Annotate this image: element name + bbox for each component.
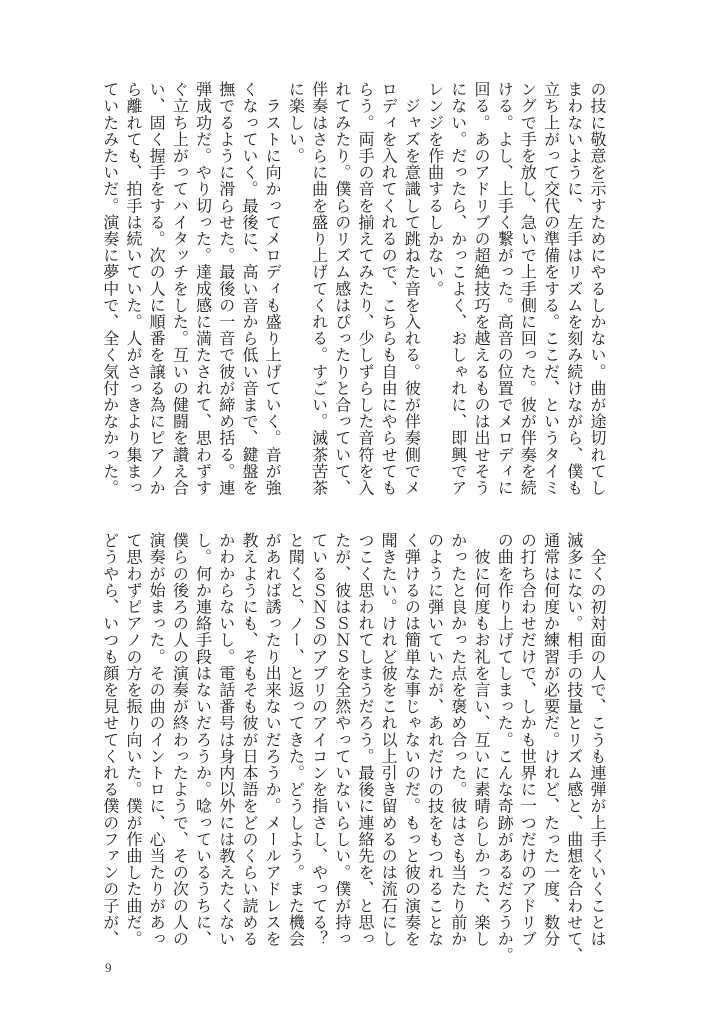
text-column: の曲を作り上げてしまった。こんな奇跡があるだろうか。: [495, 532, 515, 964]
text-column: の技に敬意を示すためにやるしかない。曲が途切れてし: [588, 81, 607, 496]
text-column: まわないように、左手はリズムを刻み続けながら、僕も: [564, 81, 584, 496]
text-column: ロディを入れてくれるので、こちらも自由にやらせても: [379, 81, 399, 496]
text-column: かわからないし。電話番号は身内以外には教えたくない: [216, 532, 236, 947]
text-column: 演奏が始まった。その曲のイントロに、心当たりがあっ: [147, 532, 167, 947]
text-column: ラストに向かってメロディも盛り上げていく。音が強: [263, 81, 283, 496]
text-column: ける。よし、上手く繋がった。高音の位置でメロディに: [495, 81, 515, 496]
text-column: ているＳＮＳのアプリのアイコンを指さし、やってる？: [309, 532, 329, 947]
text-column: 撫でるように滑らせた。最後の一音で彼が締め括る。連: [216, 81, 236, 496]
text-column: し。何か連絡手段はないだろうか。唸っているうちに、: [193, 532, 213, 947]
text-column: 伴奏はさらに曲を盛り上げてくれる。すごい。滅茶苦茶: [309, 81, 329, 496]
text-column: 回る。あのアドリブの超絶技巧を越えるものは出せそう: [471, 81, 491, 496]
text-column: のように弾いていたが、あれだけの技をもつれることな: [425, 532, 445, 947]
text-column: つこく思われてしまうだろう。最後に連絡先を、と思っ: [355, 532, 375, 947]
text-column: 彼に何度もお礼を言い、互いに素晴らしかった、楽し: [471, 532, 491, 947]
text-block-top: [98, 81, 609, 496]
text-column: 弾成功だ。やり切った。達成感に満たされて、思わずす: [193, 81, 213, 496]
text-column: にない。だったら、かっこよく、おしゃれに、即興でア: [448, 81, 468, 496]
text-column: たが、彼はＳＮＳを全然やっていないらしい。僕が持っ: [332, 532, 352, 947]
text-column: れてみたり。僕らのリズム感はぴったりと合っていて、: [332, 81, 352, 496]
text-column: があれば誘ったり出来ないだろうか。メールアドレスを: [263, 532, 283, 947]
text-column: ジャズを意識して跳ねた音を入れる。彼が伴奏側でメ: [402, 81, 422, 496]
text-column: て思わずピアノの方を振り向いた。僕が作曲した曲だ。: [123, 532, 143, 947]
text-column: く弾けるのは簡単な事じゃないのだ。もっと彼の演奏を: [402, 532, 422, 947]
text-column: 教えようにも、そもそも彼が日本語をどのくらい読める: [239, 532, 259, 947]
text-column: らう。両手の音を揃えてみたり、少しずらした音符を入: [355, 81, 375, 496]
text-column: の打ち合わせだけで、しかも世界に一つだけのアドリブ: [518, 532, 538, 947]
text-column: い、固く握手をする。次の人に順番を譲る為にピアノか: [147, 81, 167, 496]
text-column: 聞きたい。けれど彼をこれ以上引き留めるのは流石にし: [379, 532, 399, 947]
text-column: ら離れても、拍手は続いていた。人がさっきより集まっ: [123, 81, 143, 496]
text-column: 全くの初対面の人で、こうも連弾が上手くいくことは: [588, 532, 607, 947]
text-column: 立ち上がって交代の準備をする。ここだ、というタイミ: [541, 81, 561, 496]
text-column: レンジを作曲するしかない。: [425, 81, 445, 297]
text-column: ぐ立ち上がってハイタッチをした。互いの健闘を讃え合: [170, 81, 190, 496]
text-column: と聞くと、ノー、と返ってきた。どうしよう。また機会: [286, 532, 306, 947]
text-column: かったと良かった点を褒め合った。彼はさも当たり前か: [448, 532, 468, 947]
text-column: くなっていく。最後に、高い音から低い音まで、鍵盤を: [239, 81, 259, 496]
text-column: 滅多にない。相手の技量とリズム感と、曲想を合わせて、: [564, 532, 584, 964]
text-column: 通常は何度か練習が必要だ。けれど、たった一度、数分: [541, 532, 561, 947]
text-column: ングで手を放し、急いで上手側に回った。彼が伴奏を続: [518, 81, 538, 496]
page-number: 9: [105, 960, 112, 975]
text-column: どうやら、いつも顔を見せてくれる僕のファンの子が、: [100, 532, 120, 947]
text-block-bottom: [98, 532, 609, 964]
text-column: 僕らの後ろの人の演奏が終わったようで、その次の人の: [170, 532, 190, 947]
text-column: ていたみたいだ。演奏に夢中で、全く気付かなかった。: [100, 81, 120, 496]
text-column: に楽しい。: [286, 81, 306, 164]
